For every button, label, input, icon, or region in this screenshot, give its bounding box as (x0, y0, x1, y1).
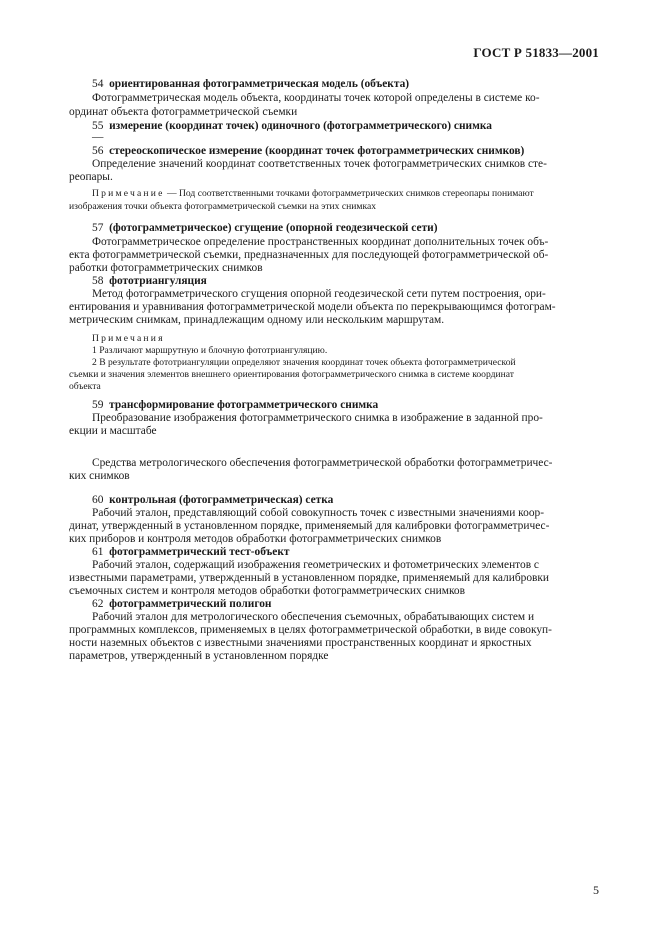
note-2-label: Примечания (92, 333, 165, 344)
term-60-definition-line: динат, утвержденный в установленном порядке, применяемый для калибровки фотограмметричес- (69, 520, 550, 532)
term-61-definition-line: известными параметрами, утвержденный в установленном порядке, применяемый для калибровки (69, 572, 550, 584)
term-title: (фотограмметрическое) сгущение (опорной геодезической сети) (109, 222, 438, 234)
term-number: 60 (92, 494, 104, 506)
term-title: ориентированная фотограмметрическая модель (объекта) (109, 78, 410, 90)
note-2-item: 1 Различают маршрутную и блочную фототриангуляцию. (92, 345, 328, 356)
note-2-item: 2 В результате фототриангуляции определяют значения координат точек объекта фотограмметрической (92, 357, 516, 368)
term-62-heading (92, 598, 272, 611)
term-58-definition-line: ентирования и уравнивания фотограмметрической модели объекта по перекрывающимся фотограм- (69, 301, 556, 313)
term-57-definition-line: екта фотограмметрической съемки, предназначенных для последующей фотограмметрической об- (69, 249, 549, 261)
term-62-definition-line: параметров, утвержденный в установленном порядке (69, 650, 329, 662)
note-2-item: объекта (69, 381, 101, 392)
term-title: контрольная (фотограмметрическая) сетка (109, 494, 334, 506)
term-number: 56 (92, 145, 104, 157)
term-number: 59 (92, 399, 104, 411)
section-heading-line: Средства метрологического обеспечения фотограмметрической обработки фотограмметричес- (92, 457, 553, 469)
note-1-line: изображения точки объекта фотограмметрической съемки на этих снимках (69, 201, 377, 212)
term-61-definition-line: Рабочий эталон, содержащий изображения геометрических и фотометрических элементов с (92, 559, 539, 571)
term-59-definition-line: Преобразование изображения фотограмметрического снимка в изображение в заданной про- (92, 412, 543, 424)
term-58-definition-line: Метод фотограмметрического сгущения опорной геодезической сети путем построения, ори- (92, 288, 546, 300)
section-heading-line: ких снимков (69, 470, 130, 482)
document-header: ГОСТ Р 51833—2001 (473, 45, 599, 60)
term-59-heading (92, 399, 378, 412)
term-62-definition-line: Рабочий эталон для метрологического обеспечения съемочных, обрабатывающих систем и (92, 611, 535, 623)
term-57-definition-line: работки фотограмметрических снимков (69, 262, 263, 274)
term-54-definition-line: ординат объекта фотограмметрической съемки (69, 106, 298, 118)
note-label: Примечание (92, 188, 165, 199)
term-number: 55 (92, 120, 104, 132)
term-54-definition-line: Фотограмметрическая модель объекта, координаты точек которой определены в системе ко- (92, 92, 540, 104)
term-number: 58 (92, 275, 104, 287)
term-title: трансформирование фотограмметрического снимка (109, 399, 379, 411)
term-61-definition-line: съемочных систем и контроля методов обработки фотограмметрических снимков (69, 585, 465, 597)
term-60-definition-line: Рабочий эталон, представляющий собой совокупность точек с известными значениями коор- (92, 507, 544, 519)
term-60-heading (92, 494, 333, 507)
term-58-definition-line: метрическим снимкам, принадлежащим одному или нескольким маршрутам. (69, 314, 445, 326)
term-62-definition-line: ности наземных объектов с известными значениями пространственных координат и яркостных (69, 637, 532, 649)
term-56-definition-line: Определение значений координат соответственных точек фотограмметрических снимков сте- (92, 158, 547, 170)
term-54-heading (92, 78, 409, 91)
term-number: 57 (92, 222, 104, 234)
term-59-definition-line: екции и масштабе (69, 425, 157, 437)
term-61-heading (92, 546, 289, 559)
term-title: стереоскопическое измерение (координат точек фотограмметрических снимков) (109, 145, 525, 157)
term-56-heading (92, 145, 524, 158)
note-text: — Под соответственными точками фотограмметрических снимков стереопары понимают (166, 188, 534, 199)
term-number: 61 (92, 546, 104, 558)
term-title: фотограмметрический тест-объект (109, 546, 290, 558)
term-62-definition-line: программных комплексов, применяемых в целях фотограмметрической обработки, в виде совокуп- (69, 624, 552, 636)
term-title: фототриангуляция (109, 275, 207, 287)
term-title: измерение (координат точек) одиночного (фотограмметрического) снимка (109, 120, 492, 132)
term-57-heading (92, 222, 438, 235)
term-56-definition-line: реопары. (69, 171, 113, 183)
term-60-definition-line: ких приборов и контроля методов обработки фотограмметрических снимков (69, 533, 442, 545)
term-58-heading (92, 275, 207, 288)
term-57-definition-line: Фотограмметрическое определение пространственных координат дополнительных точек объ- (92, 236, 549, 248)
page-number: 5 (593, 883, 599, 897)
term-55-dash: — (92, 131, 104, 143)
term-55-heading (92, 120, 492, 133)
note-2-item: съемки и значения элементов внешнего ориентирования фотограмметрического снимка в системе координат (69, 369, 514, 380)
term-number: 62 (92, 598, 104, 610)
term-title: фотограмметрический полигон (109, 598, 272, 610)
term-number: 54 (92, 78, 104, 90)
note-1-line (92, 188, 534, 200)
